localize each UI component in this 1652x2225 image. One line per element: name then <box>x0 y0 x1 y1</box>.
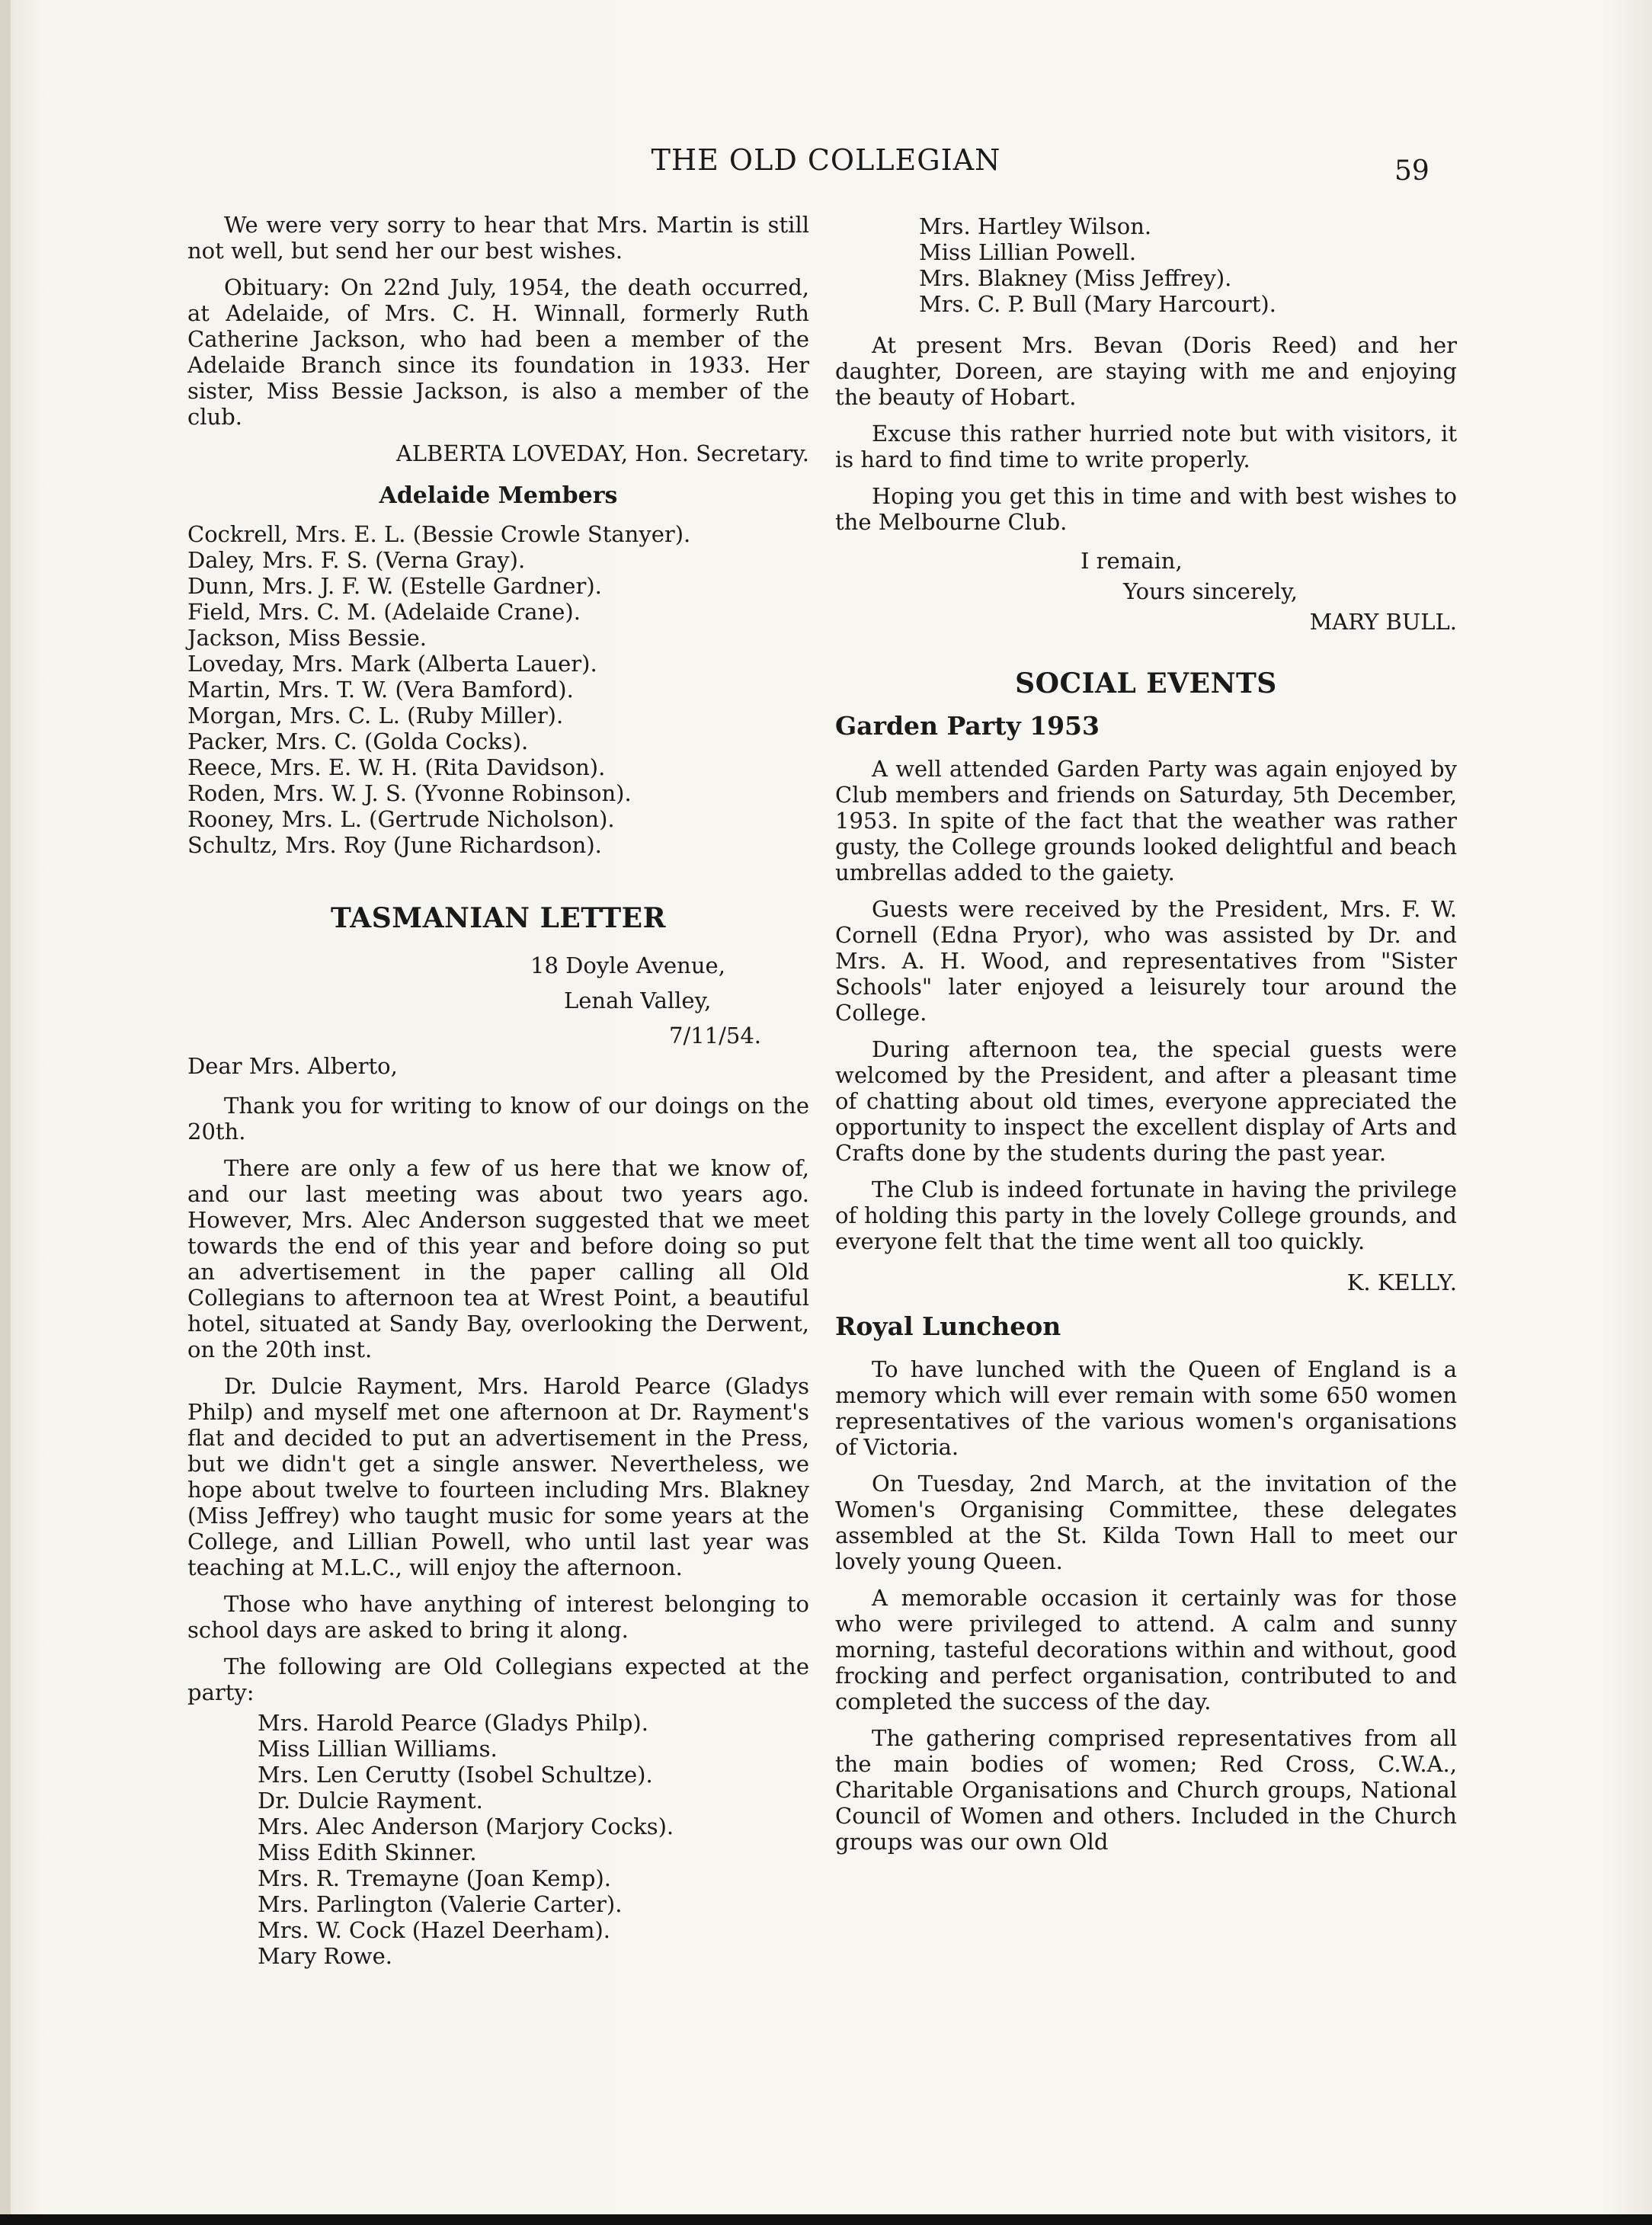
letter-closing <box>835 546 1457 637</box>
garden-party-signature: K. KELLY. <box>1346 1269 1457 1295</box>
list-item: Roden, Mrs. W. J. S. (Yvonne Robinson). <box>187 780 632 806</box>
page-spine <box>0 0 11 2225</box>
list-item: Mrs. C. P. Bull (Mary Harcourt). <box>919 291 1276 317</box>
list-item: Martin, Mrs. T. W. (Vera Bamford). <box>187 677 574 703</box>
list-item: Dr. Dulcie Rayment. <box>258 1788 483 1814</box>
list-item: Mrs. Alec Anderson (Marjory Cocks). <box>258 1814 674 1839</box>
paragraph: To have lunched with the Queen of England is a memory which will ever remain with some 650 women representatives of the various women's organisations of Victoria. <box>835 1356 1457 1460</box>
scan-bottom-edge <box>0 2214 1652 2225</box>
list-item: Cockrell, Mrs. E. L. (Bessie Crowle Stanyer). <box>187 521 691 547</box>
paragraph: Obituary: On 22nd July, 1954, the death occurred, at Adelaide, of Mrs. C. H. Winnall, formerly Ruth Catherine Jackson, who had been a member of the Adelaide Branch since its foundation in 1933. Her sister, Miss Bessie Jackson, is also a member of the club. <box>187 274 809 430</box>
paragraph: Thank you for writing to know of our doings on the 20th. <box>187 1093 809 1145</box>
list-item: Miss Edith Skinner. <box>258 1839 477 1865</box>
paragraph: The following are Old Collegians expected at the party: <box>187 1654 809 1705</box>
list-item: Rooney, Mrs. L. (Gertrude Nicholson). <box>187 806 615 832</box>
paragraph: On Tuesday, 2nd March, at the invitation of the Women's Organising Committee, these delegates assembled at the St. Kilda Town Hall to meet our lovely young Queen. <box>835 1471 1457 1574</box>
expected-guests-list <box>258 1710 809 1969</box>
paragraph: Hoping you get this in time and with best wishes to the Melbourne Club. <box>835 483 1457 535</box>
list-item: Schultz, Mrs. Roy (June Richardson). <box>187 832 602 858</box>
paragraph: Guests were received by the President, Mrs. F. W. Cornell (Edna Pryor), who was assisted by Dr. and Mrs. A. H. Wood, and representatives from "Sister Schools" later enjoyed a leisurely tour around the College. <box>835 896 1457 1026</box>
running-header: THE OLD COLLEGIAN <box>651 143 1001 177</box>
paragraph: A memorable occasion it certainly was for those who were privileged to attend. A calm and sunny morning, tasteful decorations within and without, good frocking and perfect organisation, contributed to and completed the success of the day. <box>835 1585 1457 1714</box>
adelaide-members-list <box>187 521 809 858</box>
paragraph: During afternoon tea, the special guests were welcomed by the President, and after a pleasant time of chatting about old times, everyone appreciated the opportunity to inspect the excellent display of Arts and Crafts done by the students during the past year. <box>835 1036 1457 1166</box>
list-item: Mrs. Hartley Wilson. <box>919 213 1152 239</box>
right-column <box>835 213 1457 1865</box>
list-item: Morgan, Mrs. C. L. (Ruby Miller). <box>187 703 564 728</box>
list-item: Reece, Mrs. E. W. H. (Rita Davidson). <box>187 754 606 780</box>
list-item: Miss Lillian Williams. <box>258 1736 498 1762</box>
address-line: 18 Doyle Avenue, <box>530 952 725 978</box>
paragraph: Excuse this rather hurried note but with visitors, it is hard to find time to write properly. <box>835 421 1457 472</box>
royal-luncheon-heading: Royal Luncheon <box>835 1311 1061 1341</box>
list-item: Dunn, Mrs. J. F. W. (Estelle Gardner). <box>187 573 602 599</box>
list-item: Mrs. Blakney (Miss Jeffrey). <box>919 265 1232 291</box>
letter-signature: MARY BULL. <box>1309 609 1457 635</box>
paragraph: Those who have anything of interest belonging to school days are asked to bring it along. <box>187 1591 809 1643</box>
salutation: Dear Mrs. Alberto, <box>187 1053 398 1079</box>
list-item: Daley, Mrs. F. S. (Verna Gray). <box>187 547 526 573</box>
guest-list-continued <box>919 213 1457 317</box>
closing-line: I remain, <box>1081 548 1183 574</box>
tasmanian-letter-heading: TASMANIAN LETTER <box>330 902 667 934</box>
paragraph: We were very sorry to hear that Mrs. Martin is still not well, but send her our best wishes. <box>187 212 809 264</box>
garden-party-heading: Garden Party 1953 <box>835 711 1100 741</box>
list-item: Mrs. W. Cock (Hazel Deerham). <box>258 1917 610 1943</box>
list-item: Mrs. Harold Pearce (Gladys Philp). <box>258 1710 648 1736</box>
paragraph: A well attended Garden Party was again enjoyed by Club members and friends on Saturday, 5th December, 1953. In spite of the fact that the weather was rather gusty, the College grounds looked delightful and beach umbrellas added to the gaiety. <box>835 756 1457 885</box>
left-column <box>187 212 809 1969</box>
list-item: Packer, Mrs. C. (Golda Cocks). <box>187 728 529 754</box>
list-item: Loveday, Mrs. Mark (Alberta Lauer). <box>187 651 597 677</box>
adelaide-members-heading: Adelaide Members <box>379 482 618 509</box>
list-item: Field, Mrs. C. M. (Adelaide Crane). <box>187 599 581 625</box>
closing-line: Yours sincerely, <box>1123 578 1298 604</box>
address-line: Lenah Valley, <box>564 988 712 1013</box>
list-item: Mary Rowe. <box>258 1943 392 1969</box>
letter-date: 7/11/54. <box>669 1023 762 1048</box>
adelaide-signature: ALBERTA LOVEDAY, Hon. Secretary. <box>395 440 809 466</box>
letter-address <box>187 948 809 1053</box>
paragraph: The gathering comprised representatives from all the main bodies of women; Red Cross, C.W.A., Charitable Organisations and Church groups, National Council of Women and others. Included in the Church groups was our own Old <box>835 1725 1457 1855</box>
social-events-heading: SOCIAL EVENTS <box>1015 668 1277 700</box>
list-item: Mrs. R. Tremayne (Joan Kemp). <box>258 1865 611 1891</box>
paragraph: There are only a few of us here that we know of, and our last meeting was about two years ago. However, Mrs. Alec Anderson suggested that we meet towards the end of this year and before doing so put an advertisement in the paper calling all Old Collegians to afternoon tea at Wrest Point, a beautiful hotel, situated at Sandy Bay, overlooking the Derwent, on the 20th inst. <box>187 1155 809 1362</box>
list-item: Jackson, Miss Bessie. <box>187 625 427 651</box>
paragraph: The Club is indeed fortunate in having the privilege of holding this party in the lovely College grounds, and everyone felt that the time went all too quickly. <box>835 1177 1457 1254</box>
list-item: Mrs. Len Cerutty (Isobel Schultze). <box>258 1762 653 1788</box>
paragraph: Dr. Dulcie Rayment, Mrs. Harold Pearce (Gladys Philp) and myself met one afternoon at Dr. Rayment's flat and decided to put an advertisement in the Press, but we didn't get a single answer. Nevertheless, we hope about twelve to fourteen including Mrs. Blakney (Miss Jeffrey) who taught music for some years at the College, and Lillian Powell, who until last year was teaching at M.L.C., will enjoy the afternoon. <box>187 1373 809 1580</box>
list-item: Mrs. Parlington (Valerie Carter). <box>258 1891 623 1917</box>
paragraph: At present Mrs. Bevan (Doris Reed) and her daughter, Doreen, are staying with me and enjoying the beauty of Hobart. <box>835 332 1457 410</box>
list-item: Miss Lillian Powell. <box>919 239 1137 265</box>
page-number: 59 <box>1394 155 1429 187</box>
